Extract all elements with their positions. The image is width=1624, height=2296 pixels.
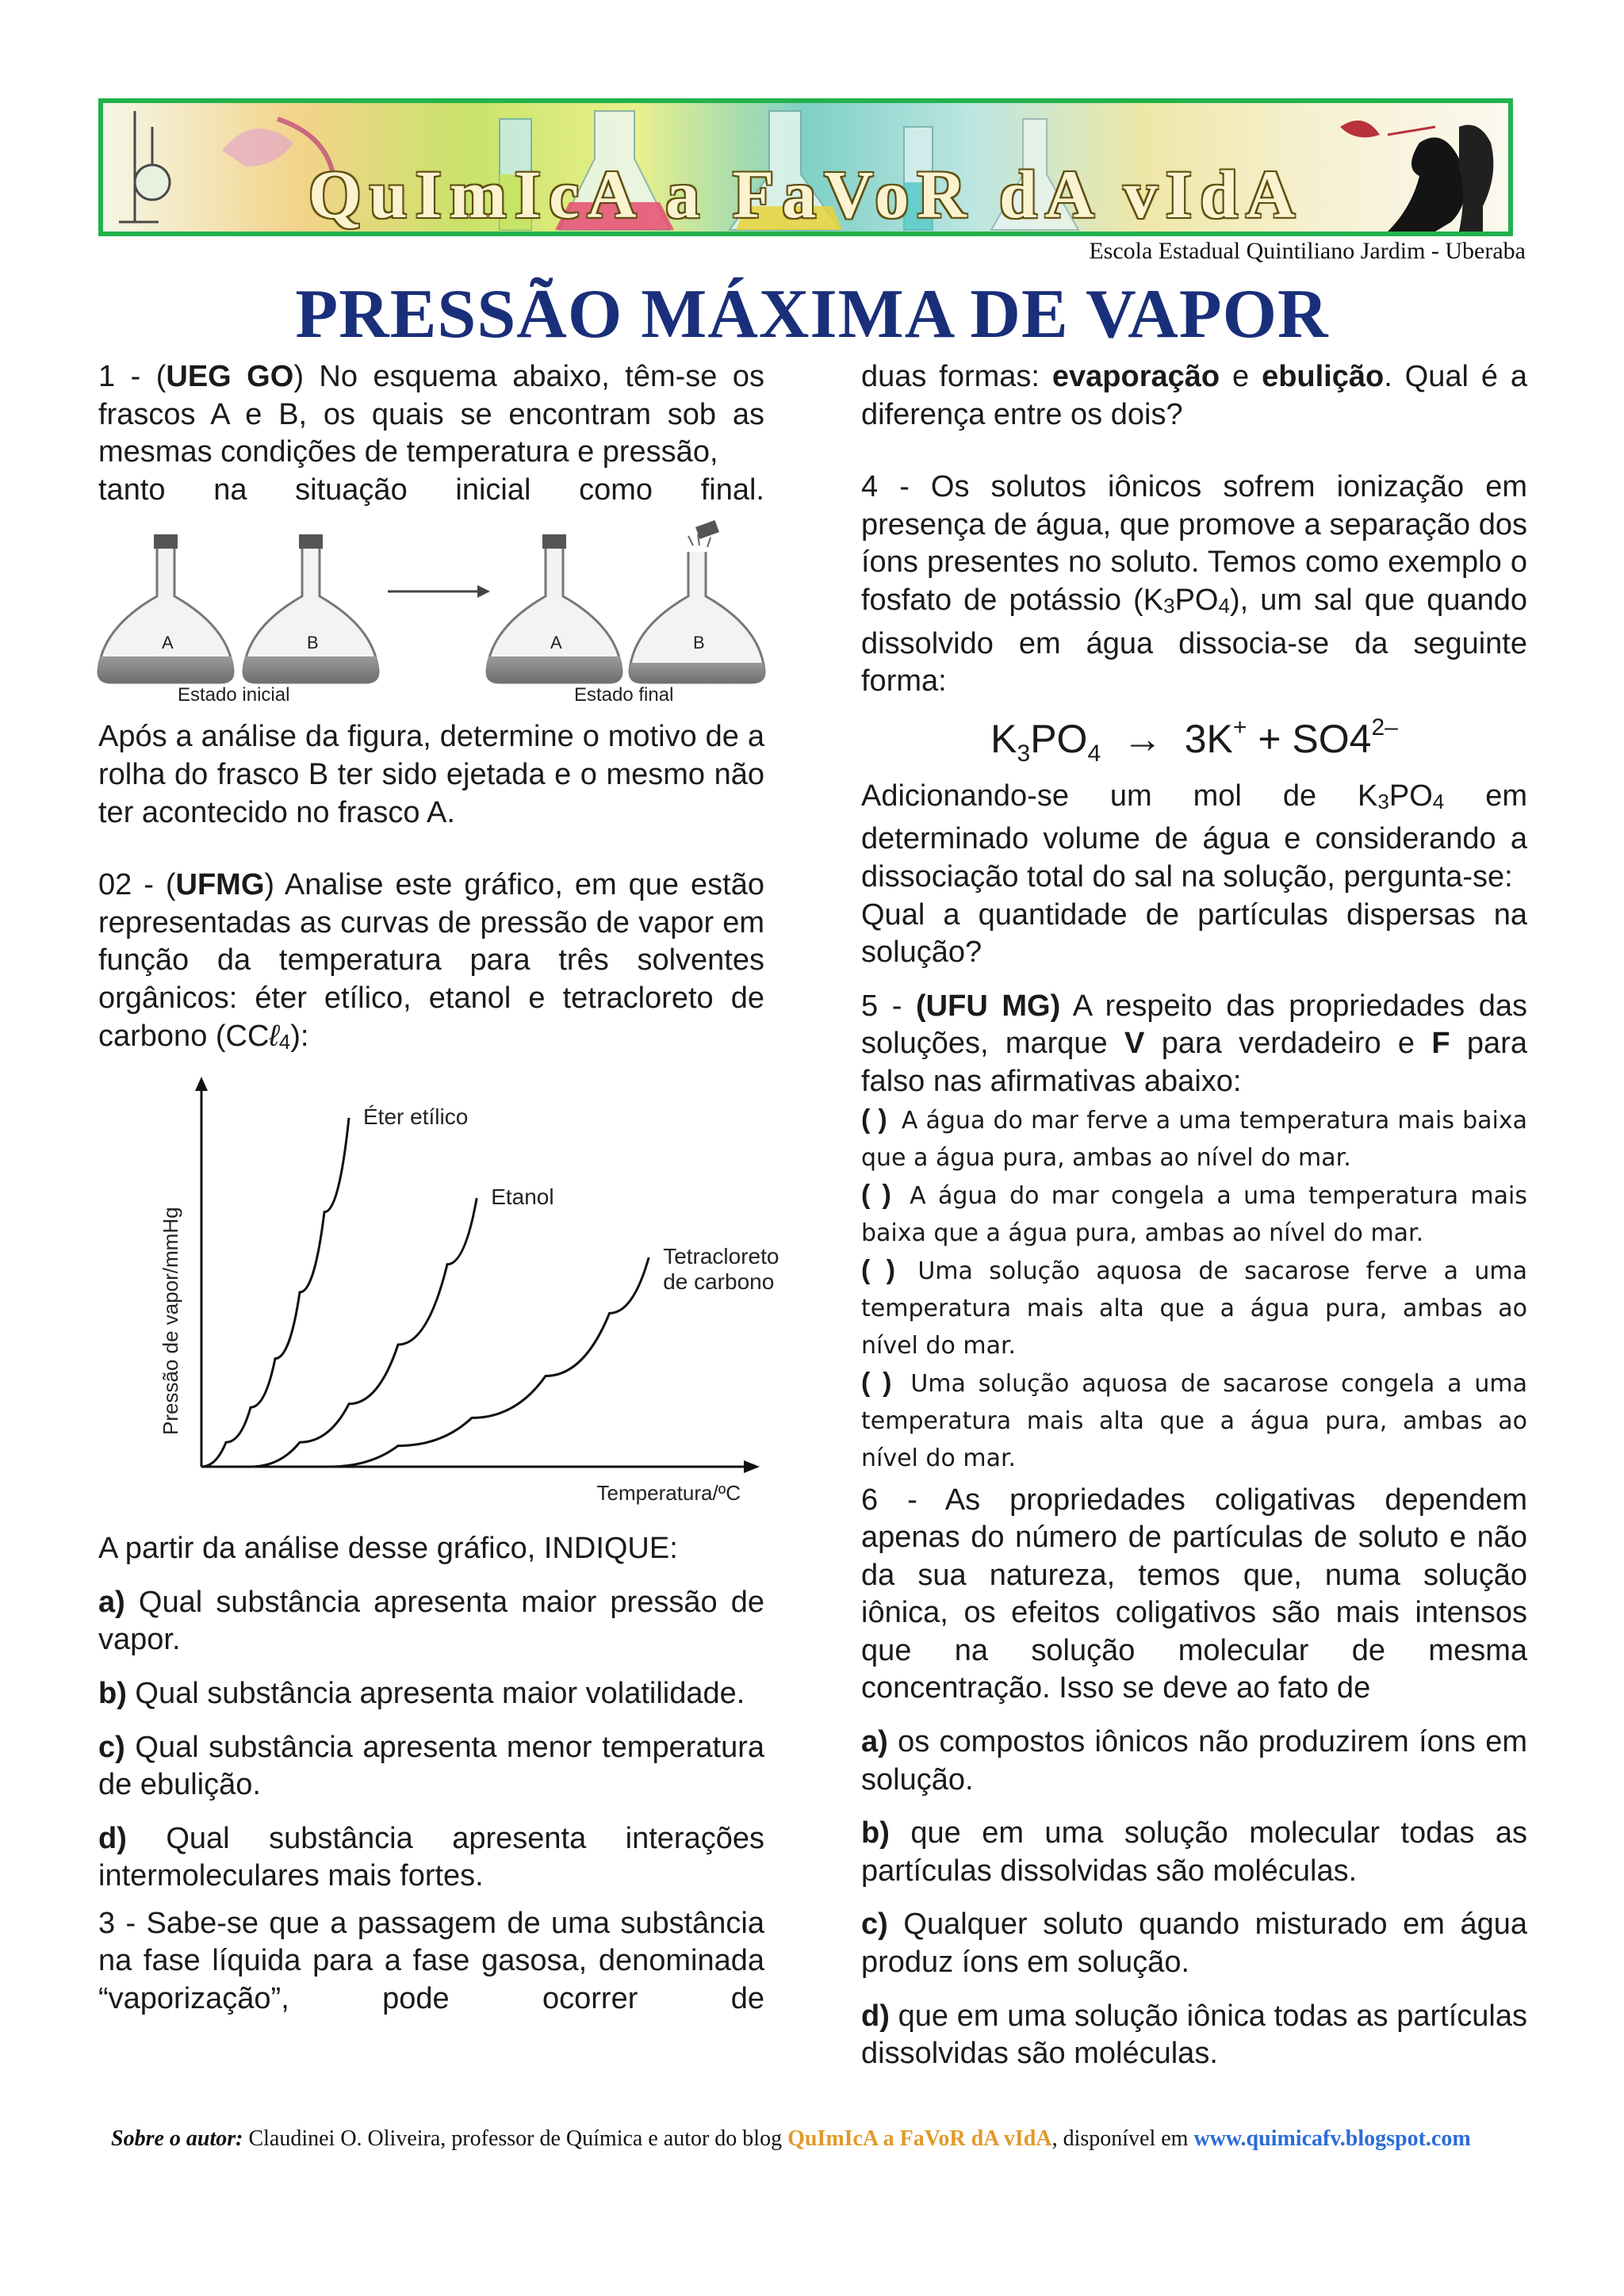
flask-b-final-label: B	[693, 633, 705, 653]
flask-a-final-label: A	[550, 633, 562, 653]
x-axis-arrow-icon	[744, 1460, 760, 1473]
question-4-statement: 4 - Os solutos iônicos sofrem ionização em presença de água, que promove a separação dos íons presentes no soluto. Temos como exemplo o fosfato de potássio (K3PO4), um sal que quando dissolvido em água dissocia-se da seguinte forma:	[861, 470, 1527, 698]
reaction-arrow-icon: →	[1122, 716, 1162, 761]
flask-b-initial	[243, 534, 378, 683]
question-1-source: UEG GO	[166, 360, 294, 393]
blog-link[interactable]: www.quimicafv.blogspot.com	[1193, 2126, 1471, 2151]
question-1-statement-end: tanto na situação inicial como final.	[98, 473, 764, 507]
flask-a-initial	[98, 534, 233, 683]
question-2-intro: A partir da análise desse gráfico, INDIQUE:	[98, 1532, 678, 1566]
question-1-statement: 1 - (UEG GO) No esquema abaixo, têm-se os frascos A e B, os quais se encontram sob as mesmas condições de temperatura e pressão,	[98, 360, 764, 469]
question-2-statement: 02 - (UFMG) Analise este gráfico, em que estão representadas as curvas de pressão de vapor em função da temperatura para três solventes orgânicos: éter etílico, etanol e tetracloreto de carbono (CCℓ4):	[98, 868, 764, 1054]
series-ether-curve	[201, 1118, 349, 1467]
flask-b-final	[630, 520, 764, 683]
right-column	[861, 358, 1527, 2073]
series-ccl4-label: Tetracloreto	[663, 1244, 779, 1269]
question-2-item-c: c) Qual substância apresenta menor temperatura de ebulição.	[98, 1730, 764, 1802]
page-title: PRESSÃO MÁXIMA DE VAPOR	[295, 276, 1329, 353]
y-axis-label: Pressão de vapor/mmHg	[159, 1207, 182, 1436]
question-2-item-b: b) Qual substância apresenta maior volatilidade.	[98, 1676, 745, 1710]
series-ether-label: Éter etílico	[363, 1104, 469, 1130]
question-2-item-a: a) Qual substância apresenta maior pressão de vapor.	[98, 1585, 764, 1657]
banner-title: QuImIcA a FaVoR dA vIdA	[308, 156, 1304, 232]
question-4-prompt: Adicionando-se um mol de K3PO4 em determinado volume de água e considerando a dissociação total do sal na solução, pergunta-se:	[861, 779, 1527, 894]
author-footer: Sobre o autor: Claudinei O. Oliveira, professor de Química e autor do blog QuImIcA a FaVoR dA vIdA, disponível em www.quimicafv.blogspot.com	[111, 2126, 1471, 2151]
question-3-continuation: duas formas: evaporação e ebulição. Qual é a diferença entre os dois?	[861, 360, 1528, 431]
flask-b-label: B	[307, 633, 319, 653]
school-name: Escola Estadual Quintiliano Jardim - Uberaba	[1089, 238, 1526, 264]
question-3-statement: 3 - Sabe-se que a passagem de uma substância na fase líquida para a fase gasosa, denominada “vaporização”, pode ocorrer de	[98, 1906, 764, 2016]
question-5-item-3[interactable]: ( ) Uma solução aquosa de sacarose ferve a uma temperatura mais alta que a água pura, ambas ao nível do mar.	[861, 1254, 1527, 1360]
y-axis-arrow-icon	[195, 1077, 208, 1091]
x-axis-label: Temperatura/ºC	[596, 1481, 741, 1506]
label-final-state: Estado final	[574, 684, 674, 706]
question-5-source: (UFU MG)	[916, 989, 1061, 1023]
question-6-option-b: b) que em uma solução molecular todas as partículas dissolvidas são moléculas.	[861, 1816, 1527, 1888]
header-banner	[98, 98, 1513, 236]
series-ethanol-curve	[251, 1198, 477, 1467]
question-6-option-d: d) que em uma solução iônica todas as partículas dissolvidas são moléculas.	[861, 1999, 1527, 2071]
series-ccl4-curve	[329, 1257, 649, 1467]
question-6-option-a: a) os compostos iônicos não produzirem íons em solução.	[861, 1725, 1527, 1797]
blog-name: QuImIcA a FaVoR dA vIdA	[787, 2126, 1052, 2151]
flasks-figure	[98, 528, 764, 706]
question-5-item-2[interactable]: ( ) A água do mar congela a uma temperatura mais baixa que a água pura, ambas ao nível do mar.	[861, 1179, 1528, 1247]
question-4-question: Qual a quantidade de partículas dispersas na solução?	[861, 897, 1527, 970]
question-6-statement: 6 - As propriedades coligativas dependem apenas do número de partículas de soluto e não da sua natureza, temos que, numa solução iônica, os efeitos coligativos são mais intensos que na solução molecular de mesma concentração. Isso se deve ao fato de	[861, 1483, 1527, 1705]
question-2-item-d: d) Qual substância apresenta interações intermoleculares mais fortes.	[98, 1821, 764, 1893]
arrow-icon	[388, 585, 490, 598]
question-1-prompt: Após a análise da figura, determine o motivo de a rolha do frasco B ter sido ejetada e o mesmo não ter acontecido no frasco A.	[98, 720, 764, 829]
vapor-pressure-chart	[98, 1070, 779, 1514]
question-5-item-1[interactable]: ( ) A água do mar ferve a uma temperatura mais baixa que a água pura, ambas ao nível do mar.	[861, 1104, 1527, 1172]
flask-a-label: A	[162, 633, 174, 653]
question-6-option-c: c) Qualquer soluto quando misturado em água produz íons em solução.	[861, 1908, 1527, 1980]
question-5-statement: 5 - (UFU MG) A respeito das propriedades das soluções, marque V para verdadeiro e F para falso nas afirmativas abaixo:	[861, 989, 1527, 1098]
series-ethanol-label: Etanol	[491, 1184, 554, 1210]
left-column	[98, 358, 779, 2019]
dissociation-equation: $K_3PO_4 \to 3K^+ + SO4^{2-}$	[990, 714, 1398, 767]
question-2-source: UFMG	[175, 868, 265, 902]
question-5-item-4[interactable]: ( ) Uma solução aquosa de sacarose congela a uma temperatura mais alta que a água pura, ambas ao nível do mar.	[861, 1367, 1527, 1472]
label-initial-state: Estado inicial	[178, 684, 290, 706]
series-ccl4-label-line2: de carbono	[663, 1269, 775, 1295]
flask-a-final	[487, 534, 622, 683]
